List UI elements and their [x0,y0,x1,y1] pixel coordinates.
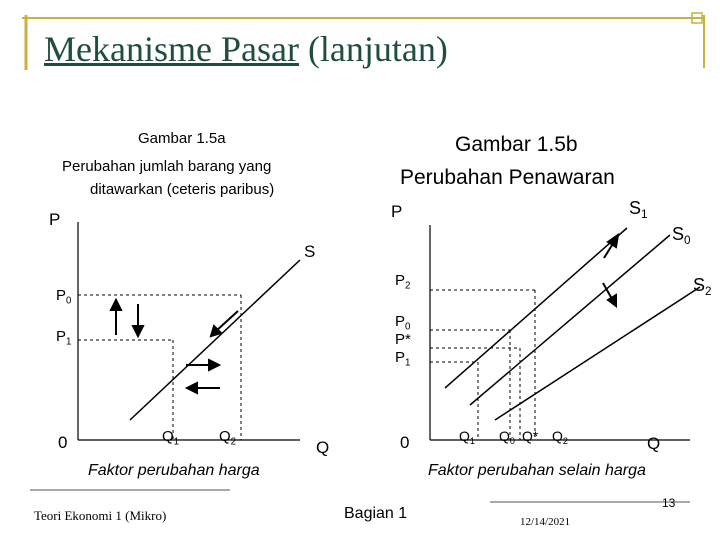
fig-b-footer: Faktor perubahan selain harga [428,462,646,479]
fig-b-p2-sub: 2 [405,280,411,292]
fig-a-curve-label: S [304,242,316,261]
slide-title-rest: (lanjutan) [298,29,448,69]
fig-b-p1-label [395,349,411,369]
fig-b-qstar-label: Q* [522,428,539,444]
fig-b-curve-s2 [495,287,700,420]
fig-a-q1-main: Q [162,428,174,445]
fig-b-q0-label [499,428,515,447]
fig-a-axis-y-label: P [49,210,61,229]
fig-b-curve-s0 [470,235,670,405]
fig-b-subheading: Perubahan Penawaran [400,166,615,189]
fig-a-caption-line2: ditawarkan (ceteris paribus) [90,181,275,198]
fig-b-s0-sub: 0 [684,234,691,248]
fig-b-origin: 0 [400,433,410,452]
fig-b-axis-y-label: P [391,202,403,221]
fig-a-p1-sub: 1 [66,336,72,348]
fig-b-s0-main: S [672,224,685,244]
fig-a-caption-line1: Perubahan jumlah barang yang [62,158,272,175]
fig-b-p1-main: P [395,349,406,366]
fig-b-p2-label [395,272,411,292]
fig-a-p0-main: P [56,287,67,304]
fig-b-s2-sub: 2 [705,285,712,299]
fig-b-p0-label [395,313,411,333]
fig-a-footer: Faktor perubahan harga [88,462,260,479]
fig-a-axis-x-label: Q [316,438,330,457]
fig-b-q2-sub: 2 [562,436,568,447]
fig-b-axis-x-label: Q [647,434,661,453]
fig-b-q1-sub: 1 [469,436,475,447]
fig-b-q2-main: Q [552,428,563,444]
fig-b-q1-main: Q [459,428,470,444]
fig-b-q0-main: Q [499,428,510,444]
slide-title-underlined: Mekanisme Pasar [44,29,299,69]
fig-a-p0-sub: 0 [66,295,72,307]
fig-b-pstar-label: P* [395,331,411,348]
footer-date: 12/14/2021 [520,516,571,528]
fig-b-q1-label [459,428,475,447]
fig-b-p0-main: P [395,313,406,330]
footer-section: Bagian 1 [344,505,408,522]
fig-b-s2-main: S [693,275,706,295]
fig-b-curve-s1 [445,228,627,388]
fig-b-q0-sub: 0 [509,436,515,447]
fig-b-s1-main: S [629,198,642,218]
fig-a-p1-main: P [56,328,67,345]
fig-b-s1-label [629,198,648,222]
footer-course: Teori Ekonomi 1 (Mikro) [34,508,167,523]
fig-b-s1-sub: 1 [641,208,648,222]
fig-b-heading: Gambar 1.5b [455,133,578,156]
fig-b-p1-sub: 1 [405,357,411,369]
fig-b-s0-label [672,224,691,248]
fig-b-s2-label [693,275,712,299]
fig-a-q2-sub: 2 [230,436,237,448]
fig-a-origin: 0 [58,433,68,452]
fig-b-p2-main: P [395,272,406,289]
fig-a-q2-main: Q [219,428,231,445]
fig-a-q1-sub: 1 [173,436,180,448]
fig-b-q2-label [552,428,568,447]
fig-a-heading: Gambar 1.5a [138,130,226,147]
fig-b-p0-sub: 0 [405,321,411,333]
page-number: 13 [662,496,676,510]
fig-b-arrow-shift-left-head [608,235,618,247]
fig-b-arrow-shift-right-head [608,295,616,306]
